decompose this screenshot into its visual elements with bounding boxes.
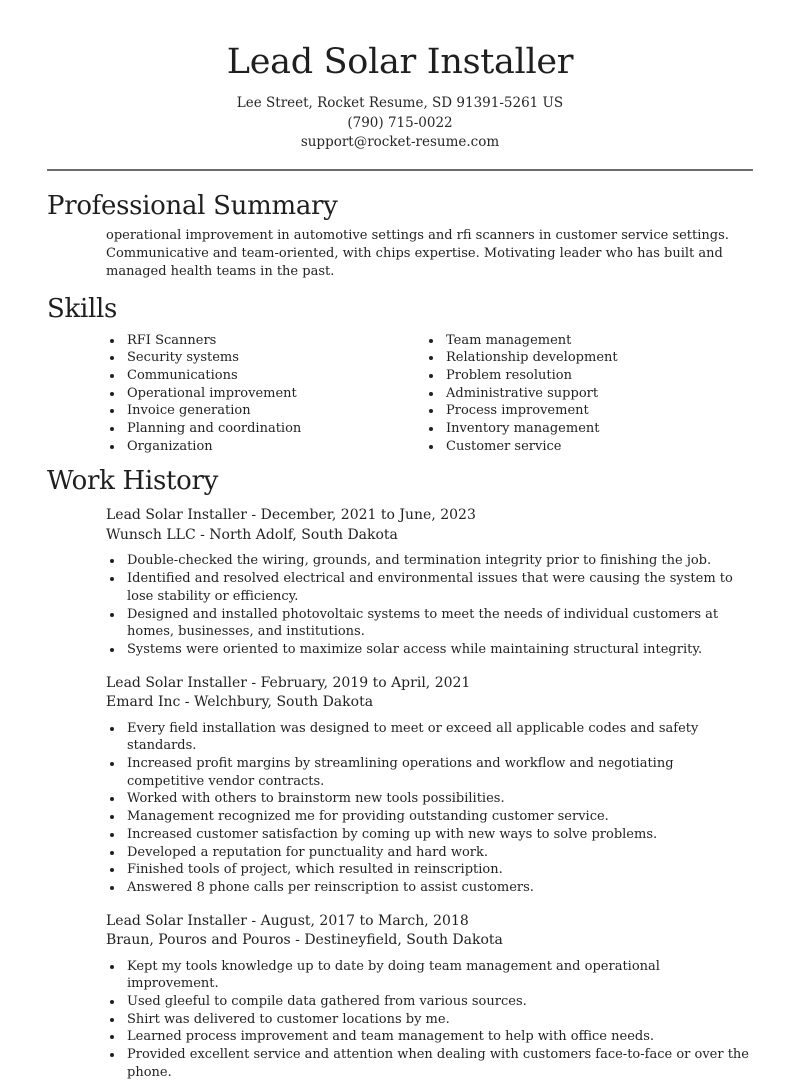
job-entry [106,912,753,1082]
duty-item: Double-checked the wiring, grounds, and termination integrity prior to finishing the job. [106,552,753,570]
skill-item: RFI Scanners [106,332,425,350]
skill-item: Customer service [425,438,744,456]
contact-info [47,94,753,153]
duty-item: Worked with others to brainstorm new tools possibilities. [106,790,753,808]
phone: (790) 715-0022 [347,114,453,131]
skill-item: Problem resolution [425,367,744,385]
duty-item: Increased profit margins by streamlining operations and workflow and negotiating competitive vendor contracts. [106,755,753,790]
section-title-summary: Professional Summary [47,190,338,221]
skill-item: Invoice generation [106,402,425,420]
duty-item: Shirt was delivered to customer locations by me. [106,1011,753,1029]
duty-item: Increased customer satisfaction by coming up with new ways to solve problems. [106,826,753,844]
job-company-location: Braun, Pouros and Pouros - Destineyfield, South Dakota [106,932,503,949]
address: Lee Street, Rocket Resume, SD 91391-5261 US [236,95,564,111]
resume-header [47,0,753,153]
skill-item: Process improvement [425,402,744,420]
job-company-location: Emard Inc - Welchbury, South Dakota [106,694,374,711]
job-duties [106,958,753,1082]
job-title-dates: Lead Solar Installer - February, 2019 to April, 2021 [106,674,471,691]
duty-item: Kept my tools knowledge up to date by doing team management and operational improvement. [106,958,753,993]
job-entry [106,506,753,658]
job-duties [106,720,753,897]
job-entry [106,674,753,897]
skill-item: Relationship development [425,349,744,367]
skill-item: Operational improvement [106,385,425,403]
job-title-dates: Lead Solar Installer - December, 2021 to June, 2023 [106,507,476,524]
skill-item: Team management [425,332,744,350]
duty-item: Used gleeful to compile data gathered from various sources. [106,993,753,1011]
duty-item: Management recognized me for providing outstanding customer service. [106,808,753,826]
skill-item: Security systems [106,349,425,367]
job-company-location: Wunsch LLC - North Adolf, South Dakota [106,526,398,543]
summary-text: operational improvement in automotive settings and rfi scanners in customer service settings. Communicative and team-oriented, with chips expertise. Motivating leader who has built and managed health teams in the past. [106,227,729,279]
skill-item: Administrative support [425,385,744,403]
job-title-dates: Lead Solar Installer - August, 2017 to March, 2018 [106,912,469,929]
section-title-work: Work History [47,466,219,497]
candidate-name: Lead Solar Installer [226,42,574,82]
skills-section [47,292,753,456]
skill-item: Inventory management [425,420,744,438]
job-duties [106,552,753,658]
duty-item: Developed a reputation for punctuality and hard work. [106,844,753,862]
email: support@rocket-resume.com [300,134,500,150]
skill-item: Organization [106,438,425,456]
duty-item: Learned process improvement and team management to help with office needs. [106,1028,753,1046]
duty-item: Designed and installed photovoltaic systems to meet the needs of individual customers at homes, businesses, and institutions. [106,606,753,641]
duty-item: Provided excellent service and attention when dealing with customers face-to-face or over the phone. [106,1046,753,1081]
duty-item: Every field installation was designed to meet or exceed all applicable codes and safety standards. [106,720,753,755]
header-divider [47,169,753,171]
skills-column-left [106,332,425,456]
work-history-section [47,464,753,1081]
duty-item: Finished tools of project, which resulted in reinscription. [106,861,753,879]
skills-grid [106,332,753,456]
duty-item: Systems were oriented to maximize solar access while maintaining structural integrity. [106,641,753,659]
section-title-skills: Skills [47,293,118,324]
duty-item: Identified and resolved electrical and environmental issues that were causing the system to lose stability or efficiency. [106,570,753,605]
skill-item: Planning and coordination [106,420,425,438]
skill-item: Communications [106,367,425,385]
duty-item: Answered 8 phone calls per reinscription to assist customers. [106,879,753,897]
professional-summary-section [47,189,753,281]
skills-column-right [425,332,744,456]
